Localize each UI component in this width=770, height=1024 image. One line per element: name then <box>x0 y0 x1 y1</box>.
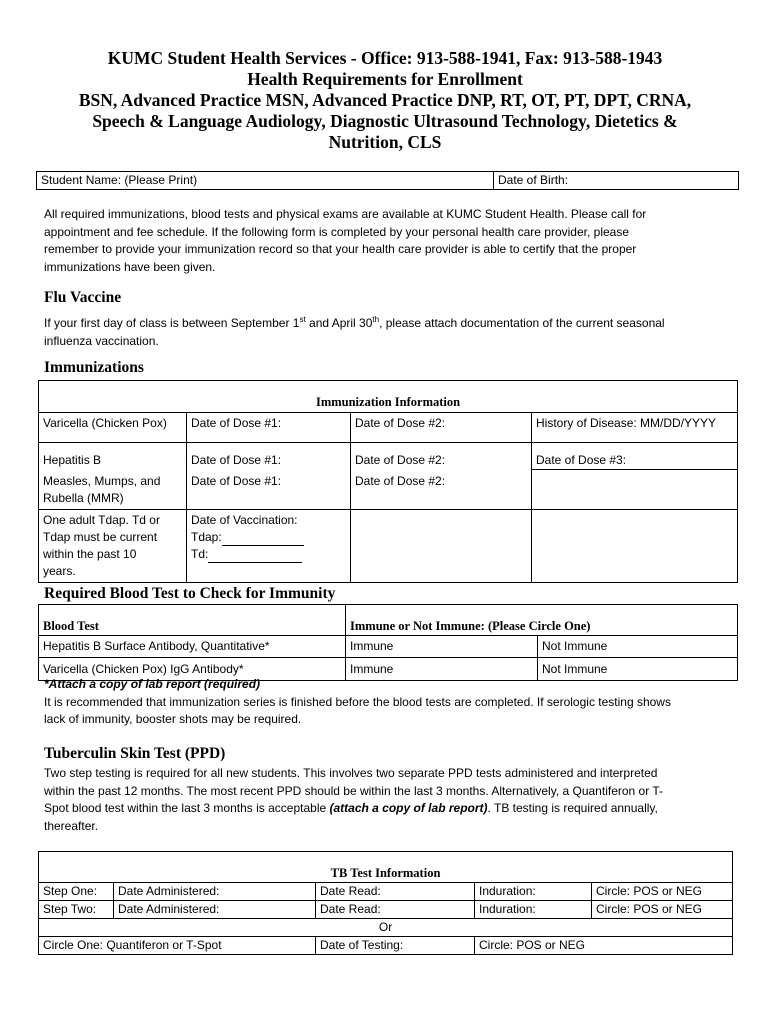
student-name-label: Student Name: (Please Print) <box>41 173 198 187</box>
date-of-birth-label: Date of Birth: <box>498 173 569 187</box>
mmr-label-line-1: Measles, Mumps, and <box>43 473 161 488</box>
blood-test-table <box>38 604 738 681</box>
hepb-antibody-label: Hepatitis B Surface Antibody, Quantitative* <box>39 636 346 658</box>
mmr-label <box>39 470 187 510</box>
tb-line-2: within the past 12 months. The most recent PPD should be within the last 3 months. Alternatively, a Quantiferon or T- <box>44 783 663 798</box>
varicella-history[interactable]: History of Disease: MM/DD/YYYY <box>532 413 738 443</box>
tdap-label <box>39 509 187 582</box>
tb-paragraph <box>44 765 734 835</box>
flu-vaccine-title: Flu Vaccine <box>44 289 122 306</box>
varicella-immune-option[interactable]: Immune <box>346 658 538 681</box>
mmr-dose2[interactable]: Date of Dose #2: <box>351 470 532 510</box>
header-line-1: KUMC Student Health Services - Office: 913-588-1941, Fax: 913-588-1943 <box>107 48 663 68</box>
immunity-header: Immune or Not Immune: (Please Circle One) <box>346 605 738 636</box>
step-two-label: Step Two: <box>39 901 114 919</box>
immunization-table <box>38 380 738 583</box>
header-line-4: Speech & Language Audiology, Diagnostic Ultrasound Technology, Dietetics & <box>92 111 678 131</box>
student-info-table <box>36 171 739 190</box>
step-one-read[interactable]: Date Read: <box>316 883 475 901</box>
tb-table-title: TB Test Information <box>39 852 733 883</box>
td-line <box>191 546 346 563</box>
varicella-not-immune-option[interactable]: Not Immune <box>538 658 738 681</box>
step-two-read[interactable]: Date Read: <box>316 901 475 919</box>
flu-sup-th: th <box>372 315 380 324</box>
blood-test-header: Blood Test <box>39 605 346 636</box>
tdap-date-field[interactable] <box>222 534 304 546</box>
header-line-5: Nutrition, CLS <box>328 132 442 152</box>
tdap-label-line-1: One adult Tdap. Td or <box>43 512 160 527</box>
tb-test-title: Tuberculin Skin Test (PPD) <box>44 745 226 762</box>
hepb-immune-option[interactable]: Immune <box>346 636 538 658</box>
date-of-testing[interactable]: Date of Testing: <box>316 937 475 955</box>
tdap-field-label: Tdap: <box>191 529 222 544</box>
flu-text-a: If your first day of class is between September 1 <box>44 316 300 330</box>
mmr-empty <box>532 470 738 510</box>
tb-line-1: Two step testing is required for all new students. This involves two separate PPD tests administered and interpreted <box>44 766 658 780</box>
blood-para-line-2: lack of immunity, booster shots may be required. <box>44 712 302 726</box>
varicella-antibody-label: Varicella (Chicken Pox) IgG Antibody* <box>39 658 346 681</box>
quantiferon-choice[interactable]: Circle One: Quantiferon or T-Spot <box>39 937 316 955</box>
step-one-result[interactable]: Circle: POS or NEG <box>592 883 733 901</box>
flu-paragraph <box>44 311 734 350</box>
tdap-label-line-3: within the past 10 <box>43 546 137 561</box>
blood-para-line-1: It is recommended that immunization series is finished before the blood tests are completed. If serologic testing shows <box>44 694 671 709</box>
blood-test-notes <box>44 676 734 729</box>
student-name-field[interactable] <box>37 172 494 190</box>
step-one-induration[interactable]: Induration: <box>475 883 592 901</box>
tdap-vaccination-cell <box>187 509 351 582</box>
intro-paragraph <box>44 206 734 276</box>
tb-line-3b: (attach a copy of lab report) <box>329 801 488 815</box>
tdap-empty-2 <box>532 509 738 582</box>
date-of-birth-field[interactable] <box>494 172 739 190</box>
varicella-dose1[interactable]: Date of Dose #1: <box>187 413 351 443</box>
blood-test-title: Required Blood Test to Check for Immunity <box>44 585 336 602</box>
or-separator: Or <box>39 919 733 937</box>
hepb-dose1[interactable]: Date of Dose #1: <box>187 443 351 470</box>
vaccination-date-label: Date of Vaccination: <box>191 512 298 527</box>
step-two-administered[interactable]: Date Administered: <box>114 901 316 919</box>
hepb-not-immune-option[interactable]: Not Immune <box>538 636 738 658</box>
step-one-label: Step One: <box>39 883 114 901</box>
intro-line-4: immunizations have been given. <box>44 259 216 274</box>
flu-line-1 <box>44 311 734 333</box>
flu-text-b: and April 30 <box>305 316 373 330</box>
tb-line-4: thereafter. <box>44 818 99 833</box>
flu-sup-st: st <box>299 315 306 324</box>
tb-line-3c: . TB testing is required annually, <box>487 801 658 815</box>
mmr-dose1[interactable]: Date of Dose #1: <box>187 470 351 510</box>
tdap-empty-1 <box>351 509 532 582</box>
tdap-label-line-2: Tdap must be current <box>43 529 158 544</box>
hepb-dose3[interactable]: Date of Dose #3: <box>532 443 738 470</box>
header-line-2: Health Requirements for Enrollment <box>247 69 523 89</box>
intro-line-2: appointment and fee schedule. If the following form is completed by your personal health care provider, please <box>44 224 630 239</box>
intro-line-1: All required immunizations, blood tests and physical exams are available at KUMC Student Health. Please call for <box>44 207 647 221</box>
mmr-label-line-2: Rubella (MMR) <box>43 490 124 505</box>
tb-line-3 <box>44 800 734 818</box>
step-one-administered[interactable]: Date Administered: <box>114 883 316 901</box>
flu-line-2: influenza vaccination. <box>44 333 159 348</box>
immunization-table-title <box>39 381 738 413</box>
flu-text-c: , please attach documentation of the current seasonal <box>379 316 665 330</box>
td-date-field[interactable] <box>208 551 302 563</box>
immunizations-title: Immunizations <box>44 359 144 376</box>
step-two-result[interactable]: Circle: POS or NEG <box>592 901 733 919</box>
varicella-label: Varicella (Chicken Pox) <box>39 413 187 443</box>
intro-line-3: remember to provide your immunization record so that your health care provider is able to certify that the proper <box>44 242 637 256</box>
immunization-table-title-text: Immunization Information <box>315 395 461 409</box>
varicella-dose2[interactable]: Date of Dose #2: <box>351 413 532 443</box>
header-line-3: BSN, Advanced Practice MSN, Advanced Practice DNP, RT, OT, PT, DPT, CRNA, <box>78 90 692 110</box>
step-two-induration[interactable]: Induration: <box>475 901 592 919</box>
lab-report-note: *Attach a copy of lab report (required) <box>44 677 261 691</box>
blood-test-result[interactable]: Circle: POS or NEG <box>475 937 733 955</box>
tb-test-table <box>38 851 733 955</box>
hepb-label: Hepatitis B <box>39 443 187 470</box>
hepb-dose2[interactable]: Date of Dose #2: <box>351 443 532 470</box>
tb-line-3a: Spot blood test within the last 3 months is acceptable <box>44 801 330 815</box>
page-header <box>30 48 740 153</box>
tdap-line <box>191 529 346 546</box>
td-field-label: Td: <box>191 546 209 561</box>
tdap-label-line-4: years. <box>43 563 76 578</box>
